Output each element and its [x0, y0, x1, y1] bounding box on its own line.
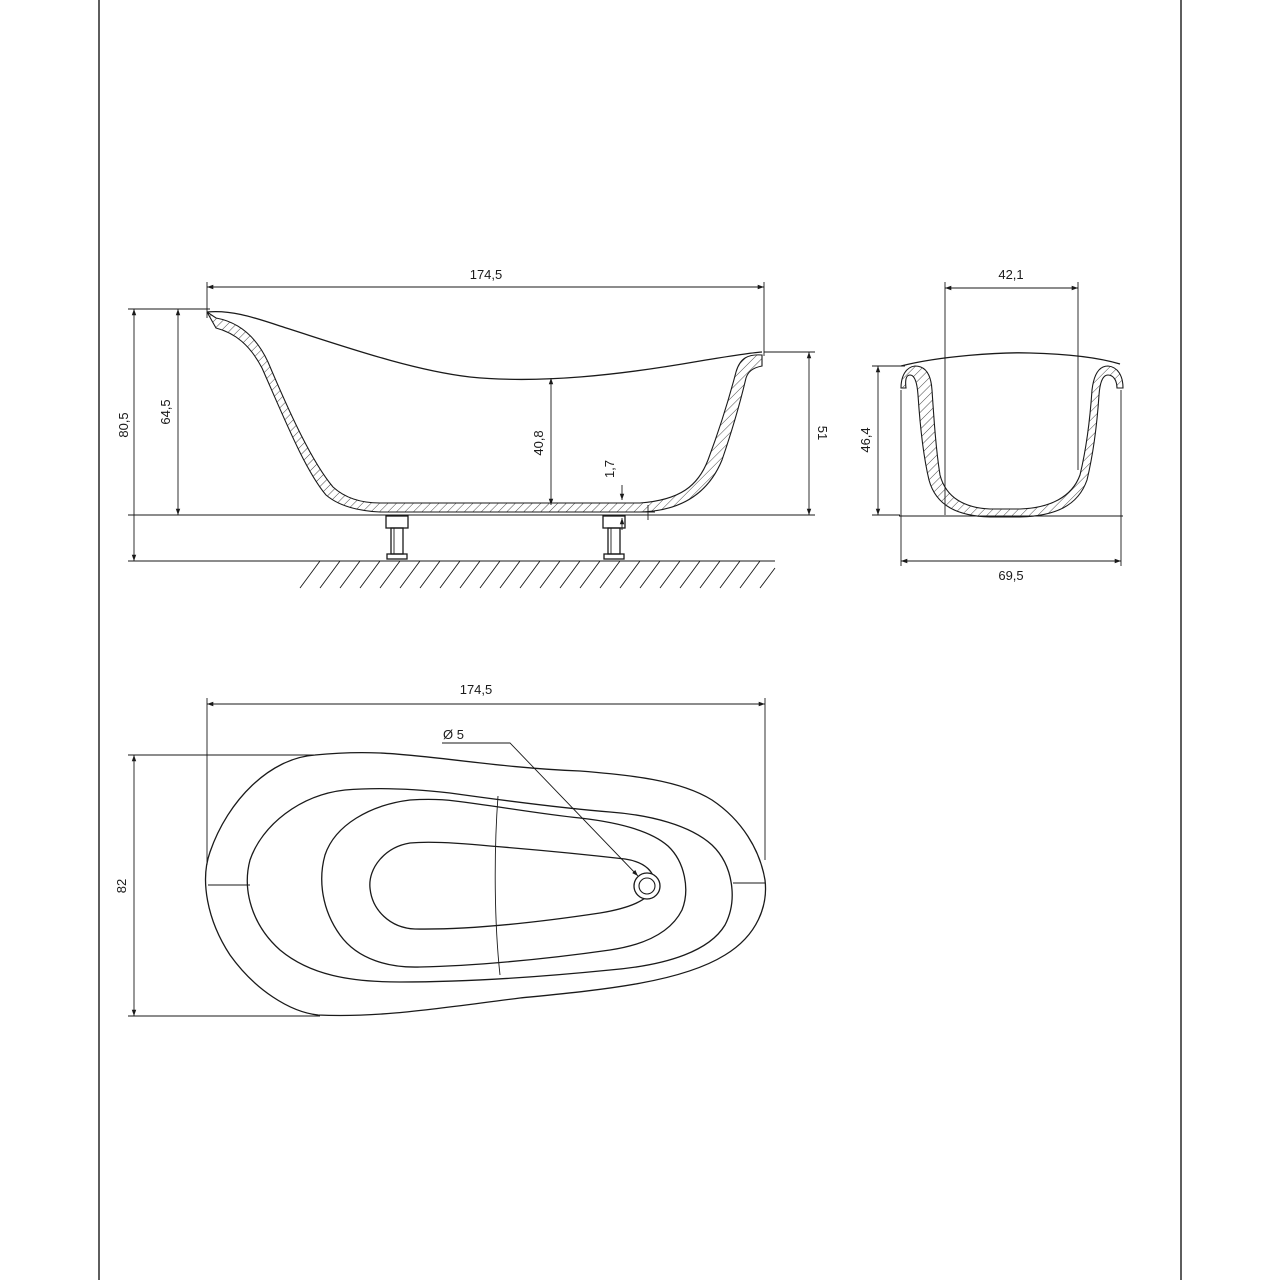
dim-end-outer-width-label: 69,5 — [998, 568, 1024, 583]
dim-side-inner-depth-label: 40,8 — [531, 430, 546, 456]
dim-side-rim-height-label: 64,5 — [158, 399, 173, 425]
top-basin-outline — [322, 799, 686, 967]
end-rim-line — [901, 353, 1120, 366]
dim-end-height-label: 46,4 — [858, 427, 873, 453]
floor-hatching — [300, 561, 775, 588]
dim-side-length-label: 174,5 — [469, 267, 503, 282]
foot-left — [386, 516, 408, 559]
dim-side-end-height-label: 51 — [815, 425, 830, 441]
tub-shell-section — [207, 312, 762, 512]
dim-side-overall-height-label: 80,5 — [116, 412, 131, 438]
drain-icon — [634, 873, 660, 899]
end-view — [858, 267, 1123, 583]
side-view — [116, 267, 830, 588]
top-outer-outline — [206, 753, 766, 1016]
top-floor-outline — [370, 842, 654, 929]
drain-leader — [442, 743, 638, 876]
top-centre-seam — [495, 796, 500, 975]
drain-diameter-label: Ø 5 — [443, 727, 464, 742]
dim-side-bottom-thickness-label: 1,7 — [602, 459, 617, 479]
top-view — [114, 682, 766, 1016]
tub-rim-line — [207, 312, 762, 380]
dim-top-length-label: 174,5 — [459, 682, 493, 697]
end-wall-section — [901, 366, 1123, 517]
dim-end-inner-width-label: 42,1 — [998, 267, 1024, 282]
dim-top-width-label: 82 — [114, 878, 129, 894]
